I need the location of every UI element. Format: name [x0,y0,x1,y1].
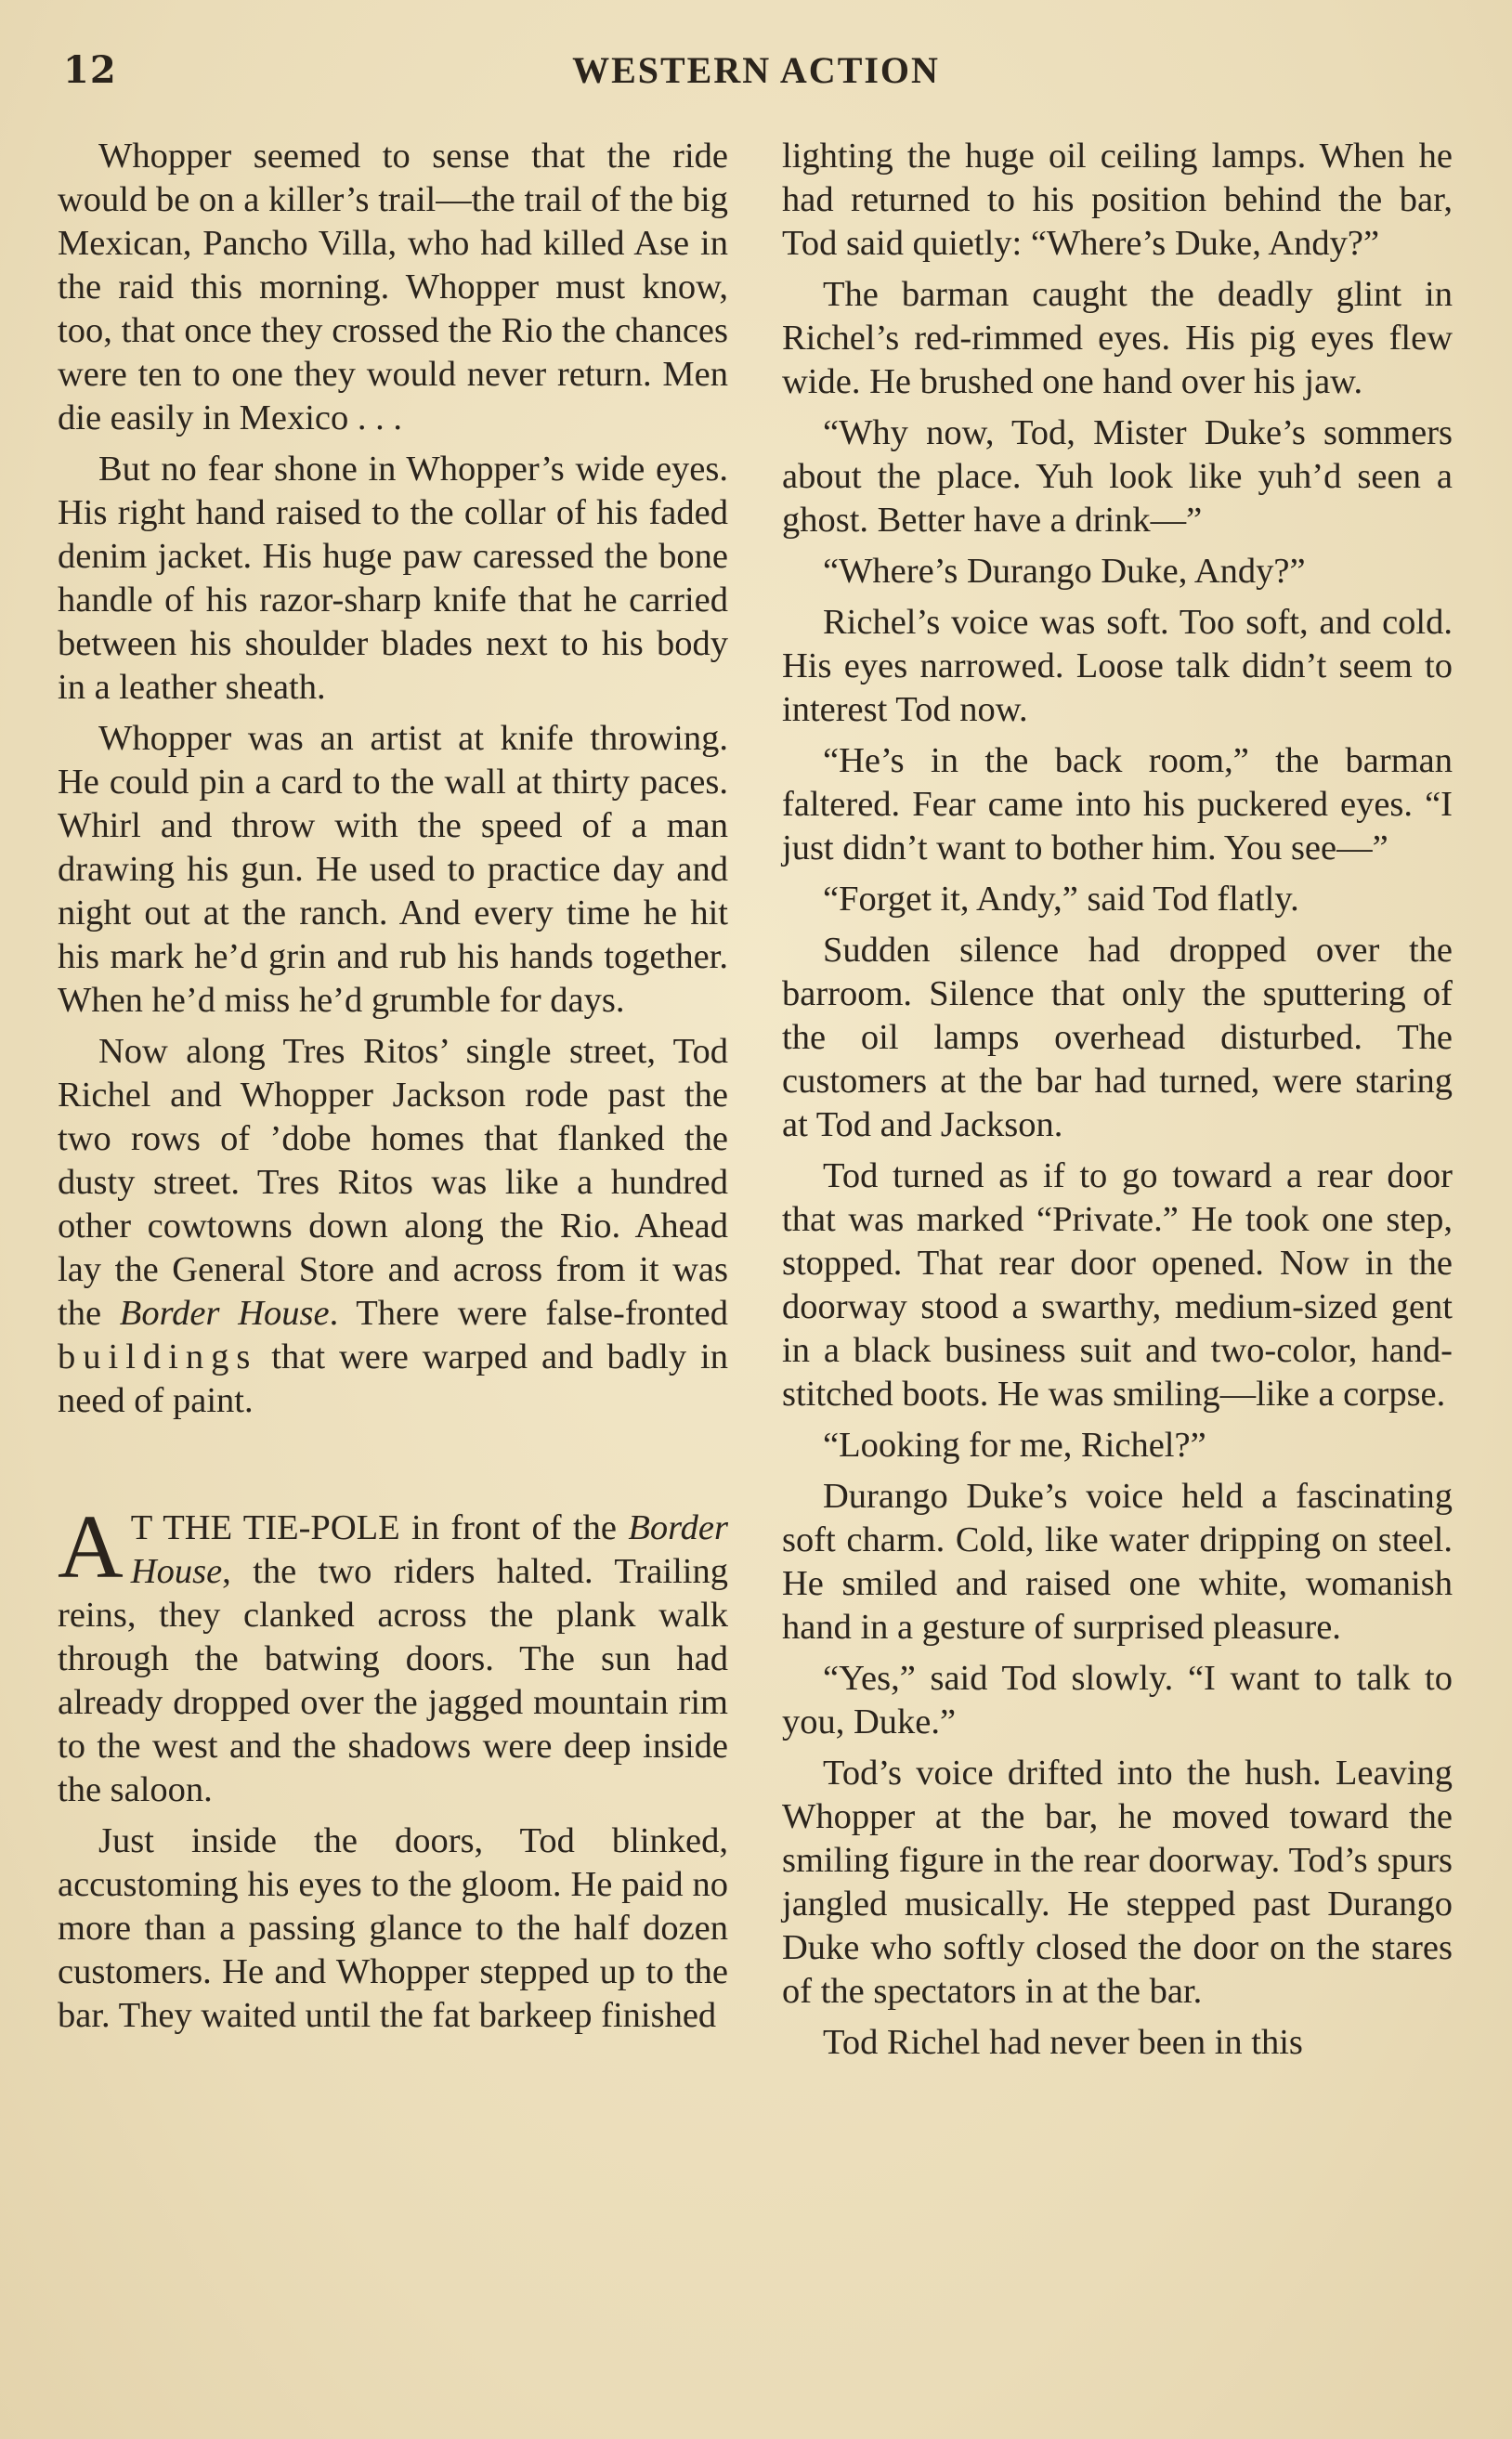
drop-cap: A [58,1497,124,1598]
paragraph: lighting the huge oil ceiling lamps. When he had returned to his position behind the bar, Tod said quietly: “Where’s Duke, Andy?” [782,137,1453,263]
letterspaced-text: buildings [58,1337,258,1376]
paragraph: “He’s in the back room,” the barman faltered. Fear came into his puckered eyes. “I just didn’t want to bother him. You see—” [782,741,1453,867]
paragraph: Durango Duke’s voice held a fascinating soft charm. Cold, like water dripping on steel. He smiled and raised one white, womanish hand in a gesture of surprised pleasure. [782,1477,1453,1647]
paragraph: Sudden silence had dropped over the barroom. Silence that only the sputtering of the oil lamps overhead disturbed. The customers at the bar had turned, were staring at Tod and Jackson. [782,931,1453,1144]
page-header [56,45,1456,100]
lead-in-caps: T THE TIE-POLE [130,1508,400,1547]
paragraph: Tod turned as if to go toward a rear door that was marked “Private.” He took one step, stopped. That rear door opened. Now in the doorway stood a swarthy, medium-sized gent in a black business suit and two-color, hand-stitched boots. He was smiling—like a corpse. [782,1156,1453,1414]
paragraph: Richel’s voice was soft. Too soft, and cold. His eyes narrowed. Loose talk didn’t seem to interest Tod now. [782,603,1453,729]
paragraph-text: that were warped and badly in need of paint. [58,1337,728,1420]
page-number: 12 [63,48,117,92]
italic-text: Border House [119,1294,330,1333]
paragraph: “Yes,” said Tod slowly. “I want to talk to you, Duke.” [782,1659,1453,1741]
paragraph: “Why now, Tod, Mister Duke’s sommers about the place. Yuh look like yuh’d seen a ghost. Better have a drink—” [782,413,1453,540]
paragraph: Whopper seemed to sense that the ride would be on a killer’s trail—the trail of the big Mexican, Pancho Villa, who had killed Ase in the raid this morning. Whopper must know, too, that once they crossed the Rio the chances were ten to one they would never return. Men die easily in Mexico . . . [58,137,728,437]
section-break [58,1430,728,1506]
paragraph-text: , the two riders halted. Trailing reins, they clanked across the plank walk through the batwing doors. The sun had already dropped over the jagged mountain rim to the west and the shadows were deep inside the saloon. [58,1552,728,1809]
text-columns [58,135,1453,2072]
paragraph-text: . There were false-fronted [329,1294,728,1333]
paragraph [58,1030,728,1423]
paragraph: The barman caught the deadly glint in Richel’s red-rimmed eyes. His pig eyes flew wide. He brushed one hand over his jaw. [782,275,1453,401]
paragraph-text: Now along Tres Ritos’ single street, Tod Richel and Whopper Jackson rode past the two rows of ’dobe homes that flanked the dusty street. Tres Ritos was like a hundred other cowtowns down along the Rio. Ahead lay the General Store and across from it was the [58,1032,728,1333]
italic-text: Border House [130,1508,728,1591]
right-column [782,135,1453,2072]
paragraph: Just inside the doors, Tod blinked, accustoming his eyes to the gloom. He paid no more than a passing glance to the half dozen customers. He and Whopper stepped up to the bar. They waited until the fat barkeep finished [58,1821,728,2035]
paragraph: “Looking for me, Richel?” [823,1426,1206,1465]
paragraph: “Forget it, Andy,” said Tod flatly. [823,880,1299,919]
left-column [58,135,728,2072]
paragraph-text: in front of the [399,1508,629,1547]
section-opening-paragraph [58,1497,728,1812]
paragraph: Whopper was an artist at knife throwing. He could pin a card to the wall at thirty paces. Whirl and throw with the speed of a man drawing his gun. He used to practice day and night out at the ranch. And every time he hit his mark he’d grin and rub his hands together. When he’d miss he’d grumble for days. [58,719,728,1020]
paragraph: “Where’s Durango Duke, Andy?” [823,552,1306,591]
paragraph: But no fear shone in Whopper’s wide eyes. His right hand raised to the collar of his faded denim jacket. His huge paw caressed the bone handle of his razor-sharp knife that he carried between his shoulder blades next to his body in a leather sheath. [58,450,728,707]
running-head: WESTERN ACTION [572,49,940,91]
paragraph: Tod’s voice drifted into the hush. Leaving Whopper at the bar, he moved toward the smiling figure in the rear doorway. Tod’s spurs jangled musically. He stepped past Durango Duke who softly closed the door on the stares of the spectators in at the bar. [782,1754,1453,2011]
paragraph: Tod Richel had never been in this [823,2023,1303,2062]
